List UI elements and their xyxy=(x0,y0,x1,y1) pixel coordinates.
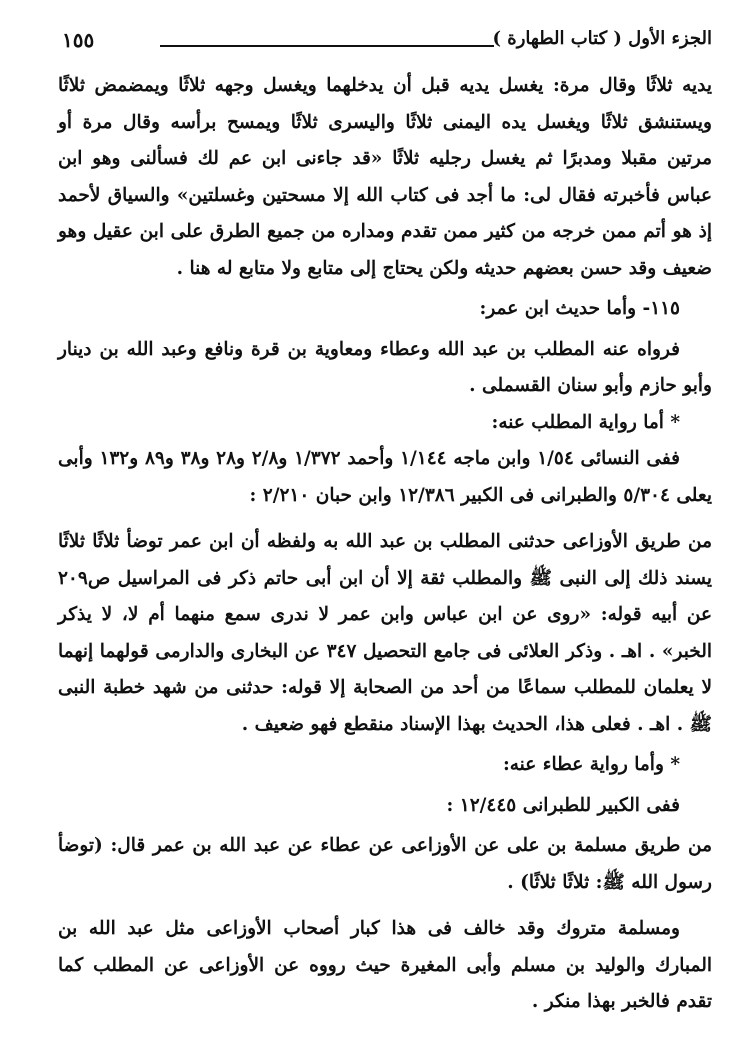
subheading-muttalib: * أما رواية المطلب عنه: xyxy=(491,411,680,433)
page-number: ١٥٥ xyxy=(62,28,95,52)
paragraph-sources-muttalib: ففى النسائى ١/٥٤ وابن ماجه ١/١٤٤ وأحمد ١/٣٧٢ و٢/٨ و٢٨ و٣٨ و٨٩ و١٣٢ وأبى يعلى ٥/٣٠٤ والطبرانى فى الكبير ١٢/٣٨٦ وابن حبان ٢/٢١٠ : xyxy=(58,448,712,506)
subheading-ataa: * وأما رواية عطاء عنه: xyxy=(502,754,680,775)
header-rule xyxy=(160,45,494,47)
paragraph-isnad-muttalib: من طريق الأوزاعى حدثنى المطلب بن عبد الله به ولفظه أن ابن عمر توضأ ثلاثًا ثلاثًا يسند ذلك إلى النبى ﷺ والمطلب ثقة إلا أن ابن أبى حاتم ذكر فى المراسيل ص٢٠٩ عن أبيه قوله: «روى عن ابن عباس وابن عمر لا ندرى سمع منهما أم لا، لا يذكر الخبر» . اهـ . وذكر العلائى فى جامع التحصيل ٣٤٧ عن البخارى والدارمى قولهما إنهما لا يعلمان للمطلب سماعًا من أحد من الصحابة إلا قوله: حدثنى من شهد خطبة النبى ﷺ . اهـ . فعلى هذا، الحديث بهذا الإسناد منقطع فهو ضعيف . xyxy=(58,531,712,735)
paragraph-isnad-ataa: من طريق مسلمة بن على عن الأوزاعى عن عطاء عن عبد الله بن عمر قال: (توضأ رسول الله ﷺ: ثلاثًا ثلاثًا) . xyxy=(58,835,712,893)
section-heading-115: ١١٥- وأما حديث ابن عمر: xyxy=(479,298,680,319)
running-title: الجزء الأول ( كتاب الطهارة ) xyxy=(492,28,712,49)
paragraph-narrators: فرواه عنه المطلب بن عبد الله وعطاء ومعاوية بن قرة ونافع وعبد الله بن دينار وأبو حازم وأبو سنان القسملى . xyxy=(58,338,712,396)
paragraph-continuation: يديه ثلاثًا وقال مرة: يغسل يديه قبل أن يدخلهما ويغسل وجهه ثلاثًا ويمضمض ثلاثًا ويستنشق ثلاثًا ويغسل يده اليمنى ثلاثًا واليسرى ثلاثًا ويمسح برأسه وقال مرة أو مرتين مقبلا ومدبرًا ثم يغسل رجليه ثلاثًا «قد جاءنى ابن عم لك فسألنى وهو ابن عباس فأخبرته فقال لى: ما أجد فى كتاب الله إلا مسحتين وغسلتين» والسياق لأحمد إذ هو أتم ممن خرجه من كثير ممن تقدم ومداره من جميع الطرق على ابن عقيل وهو ضعيف وقد حسن بعضهم حديثه ولكن يحتاج إلى متابع ولا متابع له هنا . xyxy=(58,75,712,279)
paragraph-sources-ataa: ففى الكبير للطبرانى ١٢/٤٤٥ : xyxy=(446,794,680,816)
paragraph-verdict: ومسلمة متروك وقد خالف فى هذا كبار أصحاب الأوزاعى مثل عبد الله بن المبارك والوليد بن مسلم وأبى المغيرة حيث رووه عن الأوزاعى عن المطلب كما تقدم فالخبر بهذا منكر . xyxy=(58,918,712,1012)
page-body xyxy=(58,68,712,1021)
page-header xyxy=(62,28,712,58)
